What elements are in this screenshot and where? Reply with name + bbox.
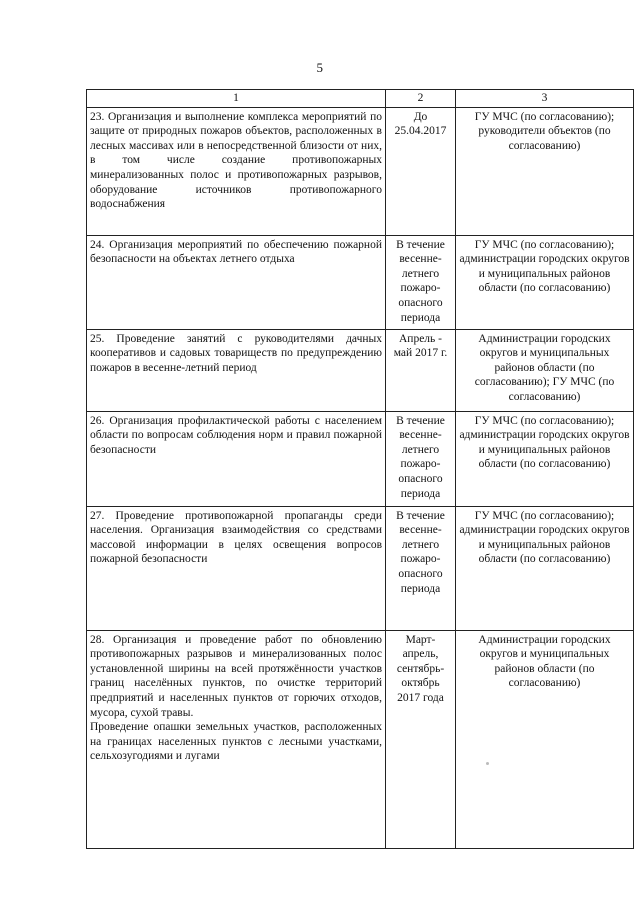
measure-paragraph: 24. Организация мероприятий по обеспечению пожарной безопасности на объектах летнего отдыха [90,238,382,266]
measure-description [87,107,386,235]
measure-term: Март-апрель, сентябрь-октябрь 2017 года [386,630,456,848]
measure-term: До 25.04.2017 [386,107,456,235]
column-header-1: 1 [87,90,386,108]
cell-spacer [90,764,382,786]
column-header-3: 3 [456,90,634,108]
measure-paragraph: 26. Организация профилактической работы с населением области по вопросам соблюдения норм и правил пожарной безопасности [90,414,382,456]
table-row [87,235,634,329]
measure-description [87,411,386,506]
measure-paragraph: Проведение опашки земельных участков, расположенных на границах населенных пунктов с лесными участками, сельхозугодиями и лугами [90,721,382,763]
measure-responsible: ГУ МЧС (по согласованию); администрации городских округов и муниципальных районов области (по согласованию) [456,506,634,630]
measure-description [87,329,386,411]
measure-description [87,630,386,848]
table-row [87,329,634,411]
measure-responsible: Администрации городских округов и муниципальных районов области (по согласованию) [456,630,634,848]
measure-responsible: Администрации городских округов и муниципальных районов области (по согласованию); ГУ МЧС (по согласованию) [456,329,634,411]
measure-responsible: ГУ МЧС (по согласованию); администрации городских округов и муниципальных районов области (по согласованию) [456,411,634,506]
measure-term: В течение весенне-летнего пожаро-опасного периода [386,235,456,329]
measure-paragraph: 27. Проведение противопожарной пропаганды среди населения. Организация взаимодействия со средствами массовой информации в целях освещения вопросов пожарной безопасности [90,509,382,566]
measures-table [86,89,634,849]
measure-description [87,506,386,630]
page-number: 5 [316,60,324,75]
scan-speck [486,762,489,765]
measure-paragraph: 28. Организация и проведение работ по обновлению противопожарных разрывов и минерализованных полос установленной ширины на всей протяжённости участков границ населённых пунктов, по очистке территорий предприятий и населенных пунктов от горючих отходов, мусора, сухой травы. [90,633,382,719]
table-row [87,506,634,630]
measure-paragraph: 25. Проведение занятий с руководителями дачных кооперативов и садовых товариществ по предупреждению пожаров в весенне-летний период [90,332,382,374]
measure-responsible: ГУ МЧС (по согласованию); администрации городских округов и муниципальных районов области (по согласованию) [456,235,634,329]
measure-term: Апрель - май 2017 г. [386,329,456,411]
measure-term: В течение весенне-летнего пожаро-опасного периода [386,506,456,630]
measure-description [87,235,386,329]
column-header-2: 2 [386,90,456,108]
measure-paragraph: 23. Организация и выполнение комплекса мероприятий по защите от природных пожаров объектов, расположенных в лесных массивах или в непосредственной близости от них, в том числе создание противопожарных минерализованных полос и противопожарных разрывов, оборудование источников противопожарного водоснабжения [90,110,382,211]
table-row [87,107,634,235]
table-header-row [87,90,634,108]
measure-responsible: ГУ МЧС (по согласованию); руководители объектов (по согласованию) [456,107,634,235]
measure-term: В течение весенне-летнего пожаро-опасного периода [386,411,456,506]
table-row [87,630,634,848]
table-row [87,411,634,506]
